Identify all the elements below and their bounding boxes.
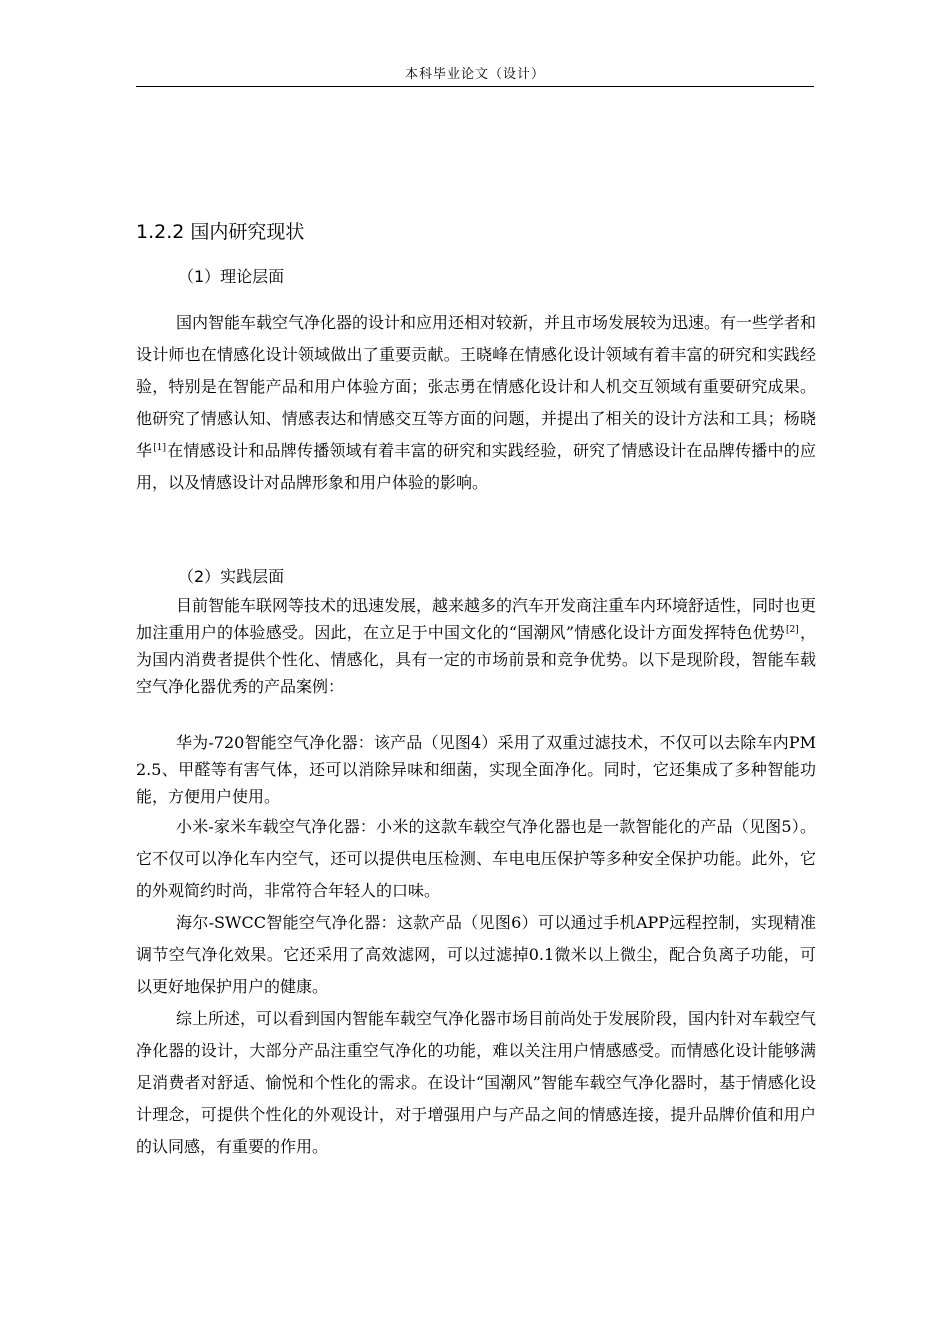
- practice-intro-text-a: 目前智能车联网等技术的迅速发展，越来越多的汽车开发商注重车内环境舒适性，同时也更加注重用户的体验感受。因此，在立足于中国文化的“国潮风”情感化设计方面发挥特色优势: [136, 596, 817, 642]
- practice-intro-text-b: ，为国内消费者提供个性化、情感化，具有一定的市场前景和竞争优势。以下是现阶段，智能车载空气净化器优秀的产品案例：: [136, 623, 816, 696]
- huawei-paragraph: 华为-720智能空气净化器：该产品（见图4）采用了双重过滤技术，不仅可以去除车内PM2.5、甲醛等有害气体，还可以消除异味和细菌，实现全面净化。同时，它还集成了多种智能功能，方便用户使用。: [136, 733, 816, 806]
- theory-text-b: 在情感设计和品牌传播领域有着丰富的研究和实践经验，研究了情感设计在品牌传播中的应用，以及情感设计对品牌形象和用户体验的影响。: [136, 441, 816, 492]
- citation-1[interactable]: [1]: [153, 442, 166, 453]
- theory-paragraph: [136, 307, 816, 499]
- theory-text-a: 国内智能车载空气净化器的设计和应用还相对较新，并且市场发展较为迅速。有一些学者和设计师也在情感化设计领域做出了重要贡献。王晓峰在情感化设计领域有着丰富的研究和实践经验，特别是在智能产品和用户体验方面；张志勇在情感化设计和人机交互领域有重要研究成果。他研究了情感认知、情感表达和情感交互等方面的问题，并提出了相关的设计方法和工具；杨晓华: [136, 313, 817, 460]
- haier-paragraph: 海尔-SWCC智能空气净化器：这款产品（见图6）可以通过手机APP远程控制，实现精准调节空气净化效果。它还采用了高效滤网，可以过滤掉0.1微米以上微尘，配合负离子功能，可以更好地保护用户的健康。: [136, 913, 816, 996]
- theory-heading: （1）理论层面: [178, 267, 285, 286]
- running-header: 本科毕业论文（设计）: [404, 67, 545, 82]
- summary-paragraph: 综上所述，可以看到国内智能车载空气净化器市场目前尚处于发展阶段，国内针对车载空气净化器的设计，大部分产品注重空气净化的功能，难以关注用户情感感受。而情感化设计能够满足消费者对舒适、愉悦和个性化的需求。在设计“国潮风”智能车载空气净化器时，基于情感化设计理念，可提供个性化的外观设计，对于增强用户与产品之间的情感连接，提升品牌价值和用户的认同感，有重要的作用。: [136, 1009, 817, 1156]
- practice-intro-paragraph: [136, 592, 816, 700]
- header-rule: [136, 86, 814, 87]
- practice-heading: （2）实践层面: [178, 567, 285, 586]
- xiaomi-paragraph: 小米-家米车载空气净化器：小米的这款车载空气净化器也是一款智能化的产品（见图5）。它不仅可以净化车内空气，还可以提供电压检测、车电电压保护等多种安全保护功能。此外，它的外观简约时尚，非常符合年轻人的口味。: [136, 817, 816, 900]
- section-heading: 1.2.2 国内研究现状: [136, 221, 305, 243]
- citation-2[interactable]: [2]: [786, 624, 799, 635]
